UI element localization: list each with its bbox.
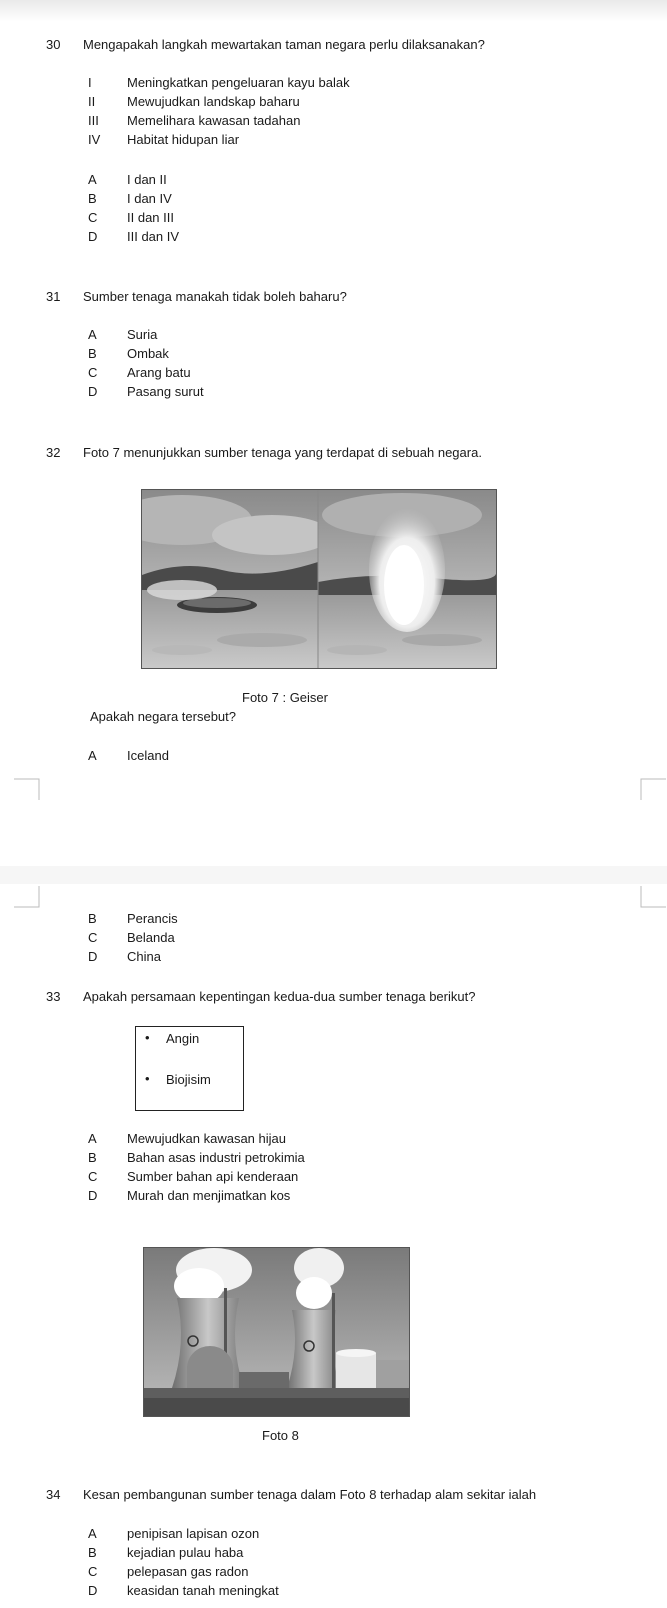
q33-option-text: Sumber bahan api kenderaan — [127, 1169, 299, 1184]
nuclear-plant-photo — [143, 1247, 410, 1417]
q30-option-text: III dan IV — [127, 229, 180, 244]
q30-option-label: B — [88, 191, 97, 206]
page-corner-mark — [640, 886, 666, 908]
q32-option-label: A — [88, 748, 97, 763]
geyser-photo-illustration — [142, 490, 496, 668]
q30-statement-label: II — [88, 94, 96, 109]
q30-option-text: I dan IV — [127, 191, 172, 206]
page-corner-mark — [640, 778, 666, 800]
page-break — [0, 866, 667, 884]
q31-option-label: B — [88, 346, 97, 361]
q30-statement-text: Memelihara kawasan tadahan — [127, 113, 301, 128]
q31-option-text: Pasang surut — [127, 384, 204, 399]
q34-option-label: B — [88, 1545, 97, 1560]
q33-number: 33 — [46, 989, 61, 1004]
q33-option-text: Murah dan menjimatkan kos — [127, 1188, 291, 1203]
geyser-photo — [141, 489, 497, 669]
box-item: Angin — [166, 1031, 200, 1046]
page-corner-mark — [14, 886, 40, 908]
q33-option-label: D — [88, 1188, 98, 1203]
q31-option-text: Arang batu — [127, 365, 191, 380]
q30-option-text: II dan III — [127, 210, 174, 225]
q34-option-text: pelepasan gas radon — [127, 1564, 249, 1579]
q31-option-label: C — [88, 365, 98, 380]
box-bullet-icon: • — [145, 1071, 150, 1086]
q30-statement-text: Meningkatkan pengeluaran kayu balak — [127, 75, 350, 90]
q32-option-label: B — [88, 911, 97, 926]
q30-statement-text: Habitat hidupan liar — [127, 132, 240, 147]
nuclear-plant-illustration — [144, 1248, 409, 1416]
q30-statement-label: IV — [88, 132, 101, 147]
q30-statement-text: Mewujudkan landskap baharu — [127, 94, 300, 109]
page-top-shadow — [0, 0, 667, 22]
q30-option-label: A — [88, 172, 97, 187]
q32-option-label: D — [88, 949, 98, 964]
box-bullet-icon: • — [145, 1030, 150, 1045]
q31-option-text: Suria — [127, 327, 158, 342]
q31-number: 31 — [46, 289, 61, 304]
q32-question: Apakah negara tersebut? — [90, 709, 236, 724]
q30-statement-label: I — [88, 75, 92, 90]
photo8-caption: Foto 8 — [262, 1428, 299, 1443]
q34-option-text: keasidan tanah meningkat — [127, 1583, 279, 1598]
q33-option-label: C — [88, 1169, 98, 1184]
q32-option-label: C — [88, 930, 98, 945]
photo7-caption: Foto 7 : Geiser — [242, 690, 328, 705]
q33-option-label: B — [88, 1150, 97, 1165]
q34-option-label: D — [88, 1583, 98, 1598]
box-item: Biojisim — [166, 1072, 211, 1087]
q32-option-text: Belanda — [127, 930, 175, 945]
q32-option-text: Iceland — [127, 748, 169, 763]
q30-number: 30 — [46, 37, 61, 52]
q34-option-label: A — [88, 1526, 97, 1541]
q34-number: 34 — [46, 1487, 61, 1502]
q32-option-text: Perancis — [127, 911, 178, 926]
q30-text: Mengapakah langkah mewartakan taman negara perlu dilaksanakan? — [83, 37, 485, 52]
q33-text: Apakah persamaan kepentingan kedua-dua sumber tenaga berikut? — [83, 989, 476, 1004]
q30-option-text: I dan II — [127, 172, 167, 187]
q34-option-text: penipisan lapisan ozon — [127, 1526, 260, 1541]
q34-text: Kesan pembangunan sumber tenaga dalam Foto 8 terhadap alam sekitar ialah — [83, 1487, 537, 1502]
q33-option-text: Bahan asas industri petrokimia — [127, 1150, 305, 1165]
q31-option-label: A — [88, 327, 97, 342]
q31-text: Sumber tenaga manakah tidak boleh baharu? — [83, 289, 347, 304]
q34-option-label: C — [88, 1564, 98, 1579]
q31-option-label: D — [88, 384, 98, 399]
q31-option-text: Ombak — [127, 346, 169, 361]
q30-option-label: C — [88, 210, 98, 225]
q32-text: Foto 7 menunjukkan sumber tenaga yang terdapat di sebuah negara. — [83, 445, 482, 460]
q33-option-text: Mewujudkan kawasan hijau — [127, 1131, 286, 1146]
q30-statement-label: III — [88, 113, 99, 128]
q34-option-text: kejadian pulau haba — [127, 1545, 244, 1560]
q33-option-label: A — [88, 1131, 97, 1146]
q32-number: 32 — [46, 445, 61, 460]
q30-option-label: D — [88, 229, 98, 244]
q32-option-text: China — [127, 949, 161, 964]
page-corner-mark — [14, 778, 40, 800]
